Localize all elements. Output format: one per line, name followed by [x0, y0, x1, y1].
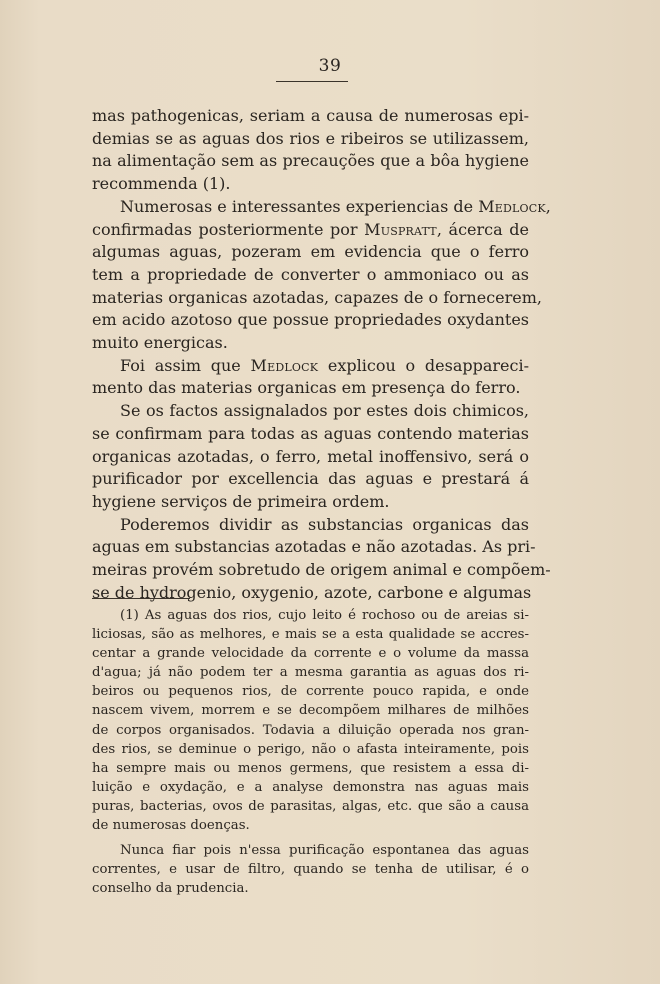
page-number: 39 [318, 56, 342, 76]
body-line [92, 219, 529, 242]
text-segment: Poderemos dividir as substancias organicas das [120, 514, 529, 534]
footnote-line: de numerosas doenças. [92, 818, 250, 834]
body-text [92, 105, 551, 604]
footnote-separator [92, 598, 190, 599]
text-segment: meiras provém sobretudo de origem animal e compõem- [92, 560, 551, 580]
body-line [92, 264, 529, 287]
text-segment: algumas aguas, pozeram em evidencia que o ferro [92, 242, 529, 262]
author-name: Medlock [250, 355, 319, 375]
body-line [92, 287, 542, 310]
body-line [92, 400, 529, 423]
text-segment: mas pathogenicas, seriam a causa de numerosas epi- [92, 106, 529, 125]
body-line [92, 446, 529, 469]
body-line [92, 355, 529, 378]
footnote-line: puras, bacterias, ovos de parasitas, algas, etc. que são a causa [92, 798, 529, 814]
body-line [92, 150, 529, 173]
footnote-line: d'agua; já não podem ter a mesma garantia as aguas dos ri- [92, 665, 529, 681]
body-line [92, 332, 529, 355]
text-segment: se confirmam para todas as aguas contendo materias [92, 423, 529, 443]
text-segment: muito energicas. [92, 333, 228, 353]
text-segment: demias se as aguas dos rios e ribeiros se utilizassem, [92, 128, 529, 148]
author-name: Muspratt [364, 219, 437, 239]
body-line [92, 468, 529, 491]
text-segment: , [545, 196, 551, 216]
body-line [92, 377, 529, 400]
footnote-line: (1) As aguas dos rios, cujo leito é rochoso ou de areias si- [120, 608, 529, 623]
footnote-line: des rios, se deminue o perigo, não o afasta inteiramente, pois [92, 741, 529, 757]
footnote [92, 606, 529, 898]
footnote-line: beiros ou pequenos rios, de corrente pouco rapida, e onde [92, 684, 529, 700]
text-segment: aguas em substancias azotadas e não azotadas. As pri- [92, 537, 536, 557]
body-line [92, 559, 551, 582]
text-segment: purificador por excellencia das aguas e prestará á [92, 469, 529, 489]
text-segment: em acido azotoso que possue propriedades oxydantes [92, 310, 529, 330]
body-line [92, 241, 529, 264]
text-segment: Se os factos assignalados por estes dois chimicos, [120, 401, 529, 421]
text-segment: , ácerca de [436, 219, 529, 239]
text-segment: hygiene serviços de primeira ordem. [92, 491, 390, 511]
body-line [92, 514, 529, 537]
footnote-line: centar a grande velocidade da corrente e o volume da massa [92, 646, 529, 662]
body-line [92, 423, 529, 446]
body-line [92, 173, 529, 196]
body-line [92, 491, 529, 514]
text-segment: tem a propriedade de converter o ammoniaco ou as [92, 264, 529, 284]
footnote-line: luição e oxydação, e a analyse demonstra nas aguas mais [92, 779, 529, 795]
body-line [92, 309, 529, 332]
text-segment: confirmadas posteriormente por [92, 219, 365, 239]
footnote-line: Nunca fiar pois n'essa purificação espontanea das aguas [120, 843, 529, 859]
footnote-line: liciosas, são as melhores, e mais se a esta qualidade se accres- [92, 627, 529, 643]
text-segment: se de hydrogenio, oxygenio, azote, carbone e algumas [92, 582, 532, 602]
body-line [92, 582, 532, 605]
text-segment: mento das materias organicas em presença do ferro. [92, 378, 521, 398]
text-segment: Foi assim que [120, 355, 251, 375]
footnote-line: correntes, e usar de filtro, quando se tenha de utilisar, é o [92, 862, 529, 878]
footnote-line: conselho da prudencia. [92, 881, 249, 897]
footnote-line: ha sempre mais ou menos germens, que resistem a essa di- [92, 760, 529, 776]
text-segment: organicas azotadas, o ferro, metal inoffensivo, será o [92, 446, 529, 466]
text-segment: Numerosas e interessantes experiencias de [120, 196, 479, 216]
body-line [92, 196, 551, 219]
body-line [92, 128, 529, 151]
body-line [92, 536, 536, 559]
footnote-line: de corpos organisados. Todavia a diluição operada nos gran- [92, 722, 529, 738]
body-line [92, 105, 529, 128]
footnote-line: nascem vivem, morrem e se decompõem milhares de milhões [92, 703, 529, 719]
author-name: Medlock [478, 196, 546, 216]
text-segment: recommenda (1). [92, 174, 231, 194]
header-rule [276, 81, 348, 82]
text-segment: materias organicas azotadas, capazes de o fornecerem, [92, 287, 542, 307]
text-segment: na alimentação sem as precauções que a bôa hygiene [92, 151, 529, 171]
text-segment: explicou o desappareci- [318, 355, 530, 375]
